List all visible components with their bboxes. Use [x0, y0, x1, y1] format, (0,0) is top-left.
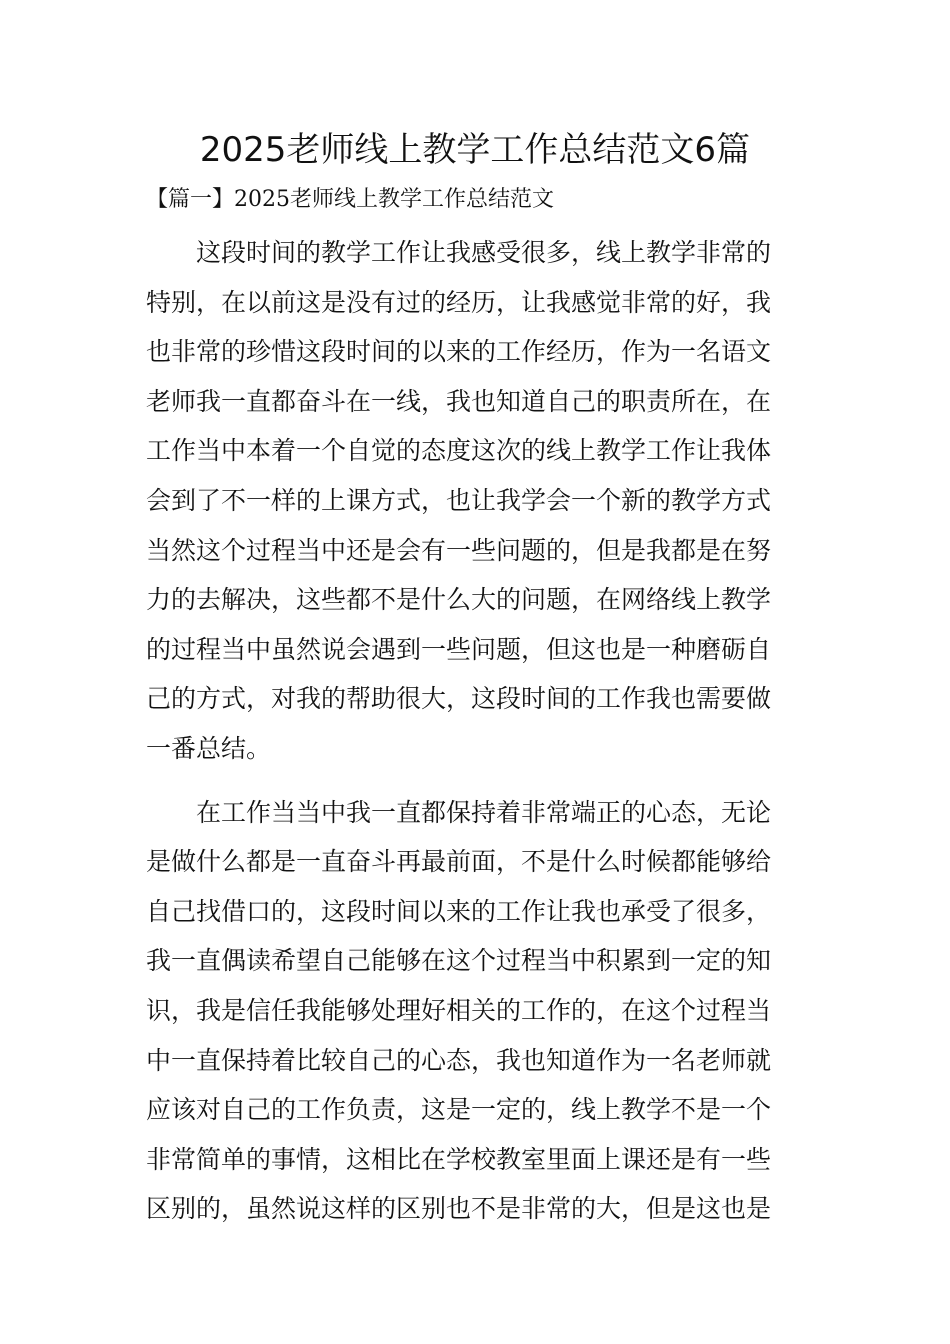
- text-line: 老师我一直都奋斗在一线，我也知道自己的职责所在，在: [146, 386, 772, 416]
- text-line: 工作当中本着一个自觉的态度这次的线上教学工作让我体: [146, 436, 772, 466]
- text-line: 也非常的珍惜这段时间的以来的工作经历，作为一名语文: [146, 337, 772, 367]
- text-line: 非常简单的事情，这相比在学校教室里面上课还是有一些: [146, 1144, 772, 1174]
- document-title: 2025老师线上教学工作总结范文6篇: [199, 130, 751, 170]
- text-line: 当然这个过程当中还是会有一些问题的，但是我都是在努: [146, 535, 772, 565]
- text-line: 特别，在以前这是没有过的经历，让我感觉非常的好，我: [146, 287, 772, 317]
- text-line: 这段时间的教学工作让我感受很多，线上教学非常的: [196, 238, 772, 267]
- paragraph-1: [146, 228, 810, 774]
- text-line: 应该对自己的工作负责，这是一定的，线上教学不是一个: [146, 1095, 772, 1125]
- text-line: 识，我是信任我能够处理好相关的工作的，在这个过程当: [146, 995, 772, 1025]
- body-text: [146, 228, 810, 1248]
- text-line: 的过程当中虽然说会遇到一些问题，但这也是一种磨砺自: [146, 634, 772, 664]
- text-line: 自己找借口的，这段时间以来的工作让我也承受了很多，: [146, 896, 772, 926]
- text-line: 我一直偶读希望自己能够在这个过程当中积累到一定的知: [146, 946, 772, 976]
- text-line: 区别的，虽然说这样的区别也不是非常的大，但是这也是: [146, 1194, 772, 1224]
- paragraph-2: [146, 788, 810, 1234]
- text-line: 中一直保持着比较自己的心态，我也知道作为一名老师就: [146, 1045, 772, 1075]
- text-line: 是做什么都是一直奋斗再最前面，不是什么时候都能够给: [146, 847, 772, 877]
- text-line: 会到了不一样的上课方式，也让我学会一个新的教学方式: [146, 485, 772, 515]
- text-line: 在工作当当中我一直都保持着非常端正的心态，无论: [196, 797, 772, 827]
- text-line: 力的去解决，这些都不是什么大的问题，在网络线上教学: [146, 585, 772, 615]
- text-line: 一番总结。: [146, 733, 272, 763]
- text-line: 己的方式，对我的帮助很大，这段时间的工作我也需要做: [146, 684, 772, 714]
- section-heading: 【篇一】2025老师线上教学工作总结范文: [146, 187, 554, 212]
